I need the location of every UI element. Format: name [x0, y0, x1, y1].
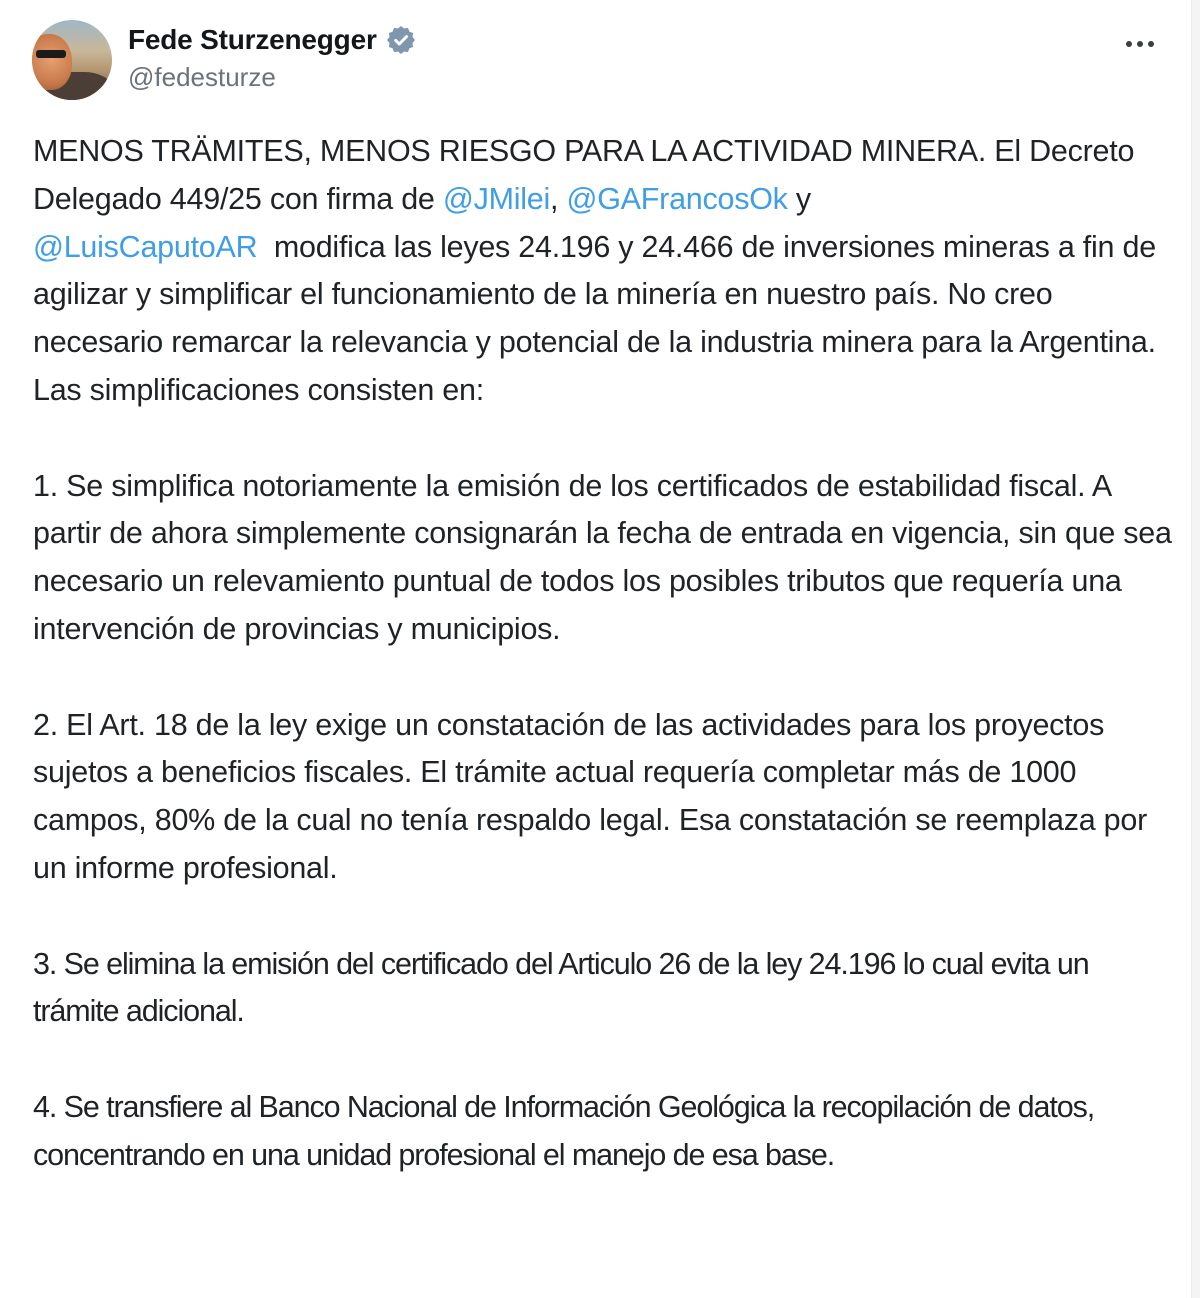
tweet-header [32, 20, 1172, 102]
more-button[interactable] [1116, 28, 1164, 60]
separator-text: y [787, 181, 811, 216]
author-handle[interactable]: @fedesturze [128, 62, 276, 92]
mention-link[interactable]: @JMilei [442, 181, 551, 216]
list-item: 2. El Art. 18 de la ley exige un constatación de las actividades para los proyectos sujetos a beneficios fiscales. El trámite actual requería completar más de 1000 campos, 80% de la cual no tenía respaldo legal. Esa constatación se reemplaza por un informe profesional. [33, 707, 1148, 885]
tweet-intro-paragraph [33, 128, 1173, 415]
mention-link[interactable]: @LuisCaputoAR [33, 229, 258, 264]
scrollbar-edge [1191, 0, 1200, 1298]
list-item: 3. Se elimina la emisión del certificado del Articulo 26 de la ley 24.196 lo cual evita un trámite adicional. [33, 946, 1089, 1029]
more-horizontal-icon [1148, 41, 1154, 47]
mention-link[interactable]: @GAFrancosOk [566, 181, 788, 216]
more-horizontal-icon [1137, 41, 1143, 47]
intro-text: MENOS TRÄMITES, MENOS RIESGO PARA LA ACTIVIDAD MINERA. El Decreto Delegado 449/25 con firma de [33, 134, 1135, 216]
display-name-row [128, 22, 417, 58]
separator-text: , [550, 181, 567, 216]
intro-text: modifica las leyes 24.196 y 24.466 de inversiones mineras a fin de agilizar y simplificar el funcionamiento de la minería en nuestro país. No creo necesario remarcar la relevancia y potencial de la industria minera para la Argentina. Las simplificaciones consisten en: [33, 229, 1165, 407]
tweet-text [33, 128, 1173, 1180]
avatar[interactable] [32, 20, 112, 100]
avatar-face [32, 34, 72, 90]
verified-badge-icon [385, 24, 417, 56]
avatar-glasses [36, 50, 66, 58]
display-name[interactable]: Fede Sturzenegger [128, 24, 377, 55]
list-item: 1. Se simplifica notoriamente la emisión de los certificados de estabilidad fiscal. A partir de ahora simplemente consignarán la fecha de entrada en vigencia, sin que sea necesario un relevamiento puntual de todos los posibles tributos que requería una intervención de provincias y municipios. [33, 468, 1172, 646]
list-item: 4. Se transfiere al Banco Nacional de Información Geológica la recopilación de datos, concentrando en una unidad profesional el manejo de esa base. [33, 1089, 1095, 1172]
more-horizontal-icon [1126, 41, 1132, 47]
author-block [128, 22, 417, 93]
